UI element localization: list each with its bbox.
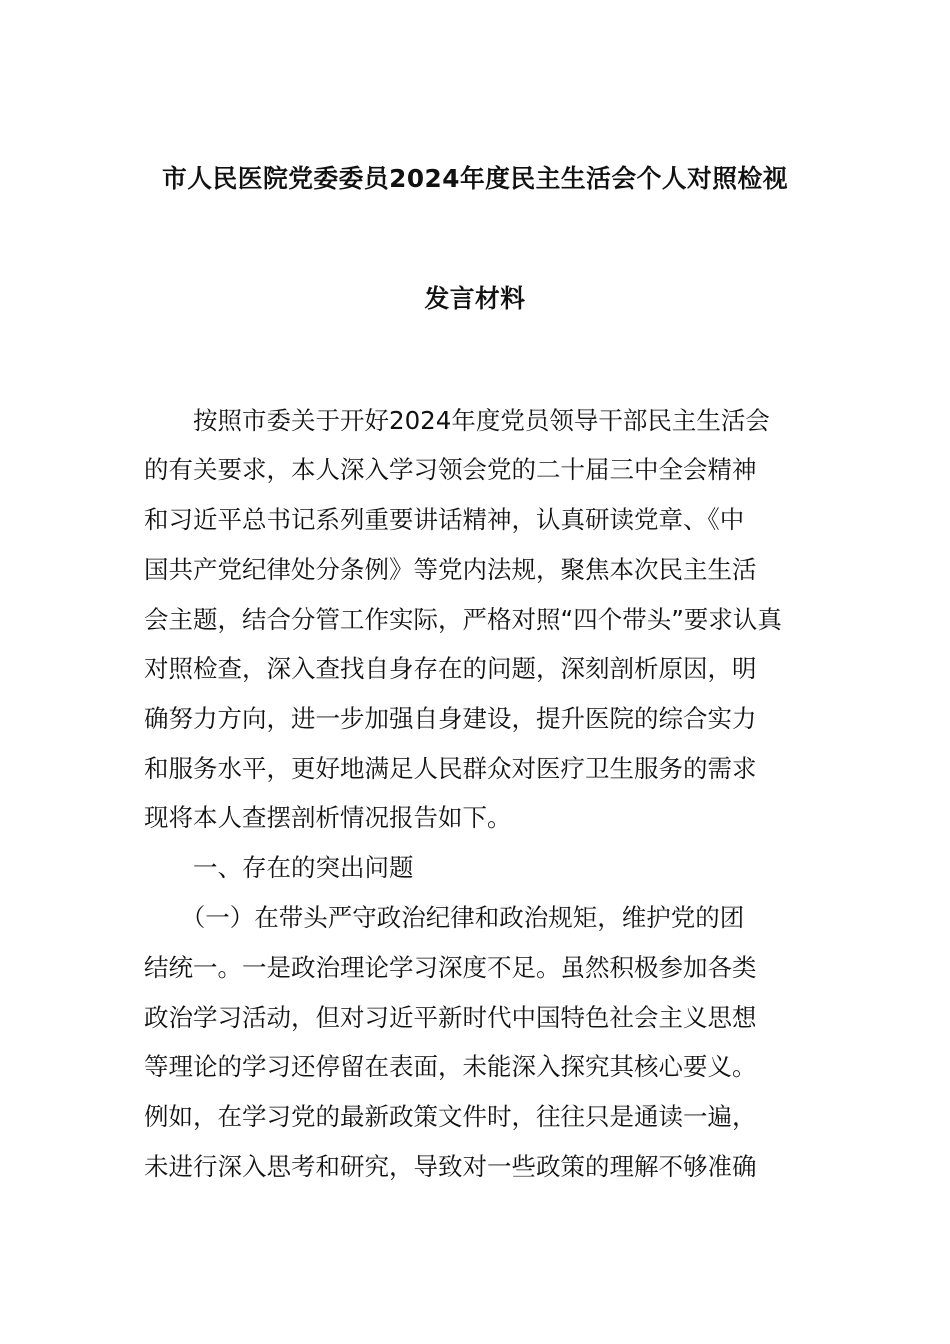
body-text-line: 未进行深入思考和研究，导致对一些政策的理解不够准确 — [144, 1152, 757, 1181]
body-text-line: 例如，在学习党的最新政策文件时，往往只是通读一遍， — [144, 1102, 757, 1131]
body-text-line: 和服务水平，更好地满足人民群众对医疗卫生服务的需求 — [144, 754, 757, 783]
body-text-line: 对照检查，深入查找自身存在的问题，深刻剖析原因，明 — [144, 654, 757, 683]
body-text-line: 国共产党纪律处分条例》等党内法规，聚焦本次民主生活 — [144, 555, 757, 584]
document-title-line-1: 市人民医院党委委员2024年度民主生活会个人对照检视 — [162, 164, 788, 193]
document-title-line-2: 发言材料 — [424, 284, 526, 313]
body-text-line: 和习近平总书记系列重要讲话精神，认真研读党章、《中 — [144, 505, 745, 534]
body-text-line: 的有关要求，本人深入学习领会党的二十届三中全会精神 — [144, 455, 757, 484]
body-text-line: （一）在带头严守政治纪律和政治规矩，维护党的团 — [144, 903, 745, 932]
body-text-line: 确努力方向，进一步加强自身建设，提升医院的综合实力 — [144, 704, 757, 733]
body-text-line: 结统一。一是政治理论学习深度不足。虽然积极参加各类 — [144, 953, 757, 982]
body-text-line: 政治学习活动，但对习近平新时代中国特色社会主义思想 — [144, 1003, 757, 1032]
body-text-line: 现将本人查摆剖析情况报告如下。 — [144, 803, 512, 832]
body-text-line: 等理论的学习还停留在表面，未能深入探究其核心要义。 — [144, 1052, 757, 1081]
section-heading: 一、存在的突出问题 — [144, 853, 414, 882]
body-text-line: 按照市委关于开好2024年度党员领导干部民主生活会 — [144, 406, 770, 435]
body-text-line: 会主题，结合分管工作实际，严格对照“四个带头”要求认真 — [144, 605, 782, 634]
